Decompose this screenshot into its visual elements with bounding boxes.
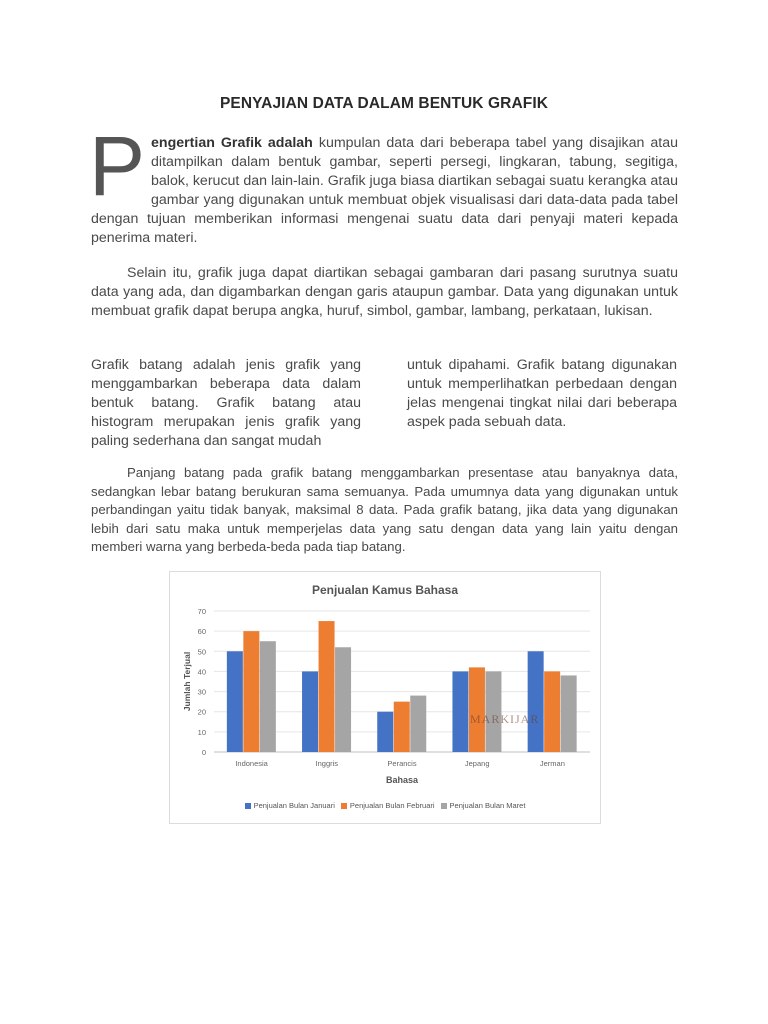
y-axis-label: Jumlah Terjual	[182, 651, 192, 712]
bar	[302, 671, 318, 752]
bar	[410, 696, 426, 752]
legend-swatch	[341, 803, 347, 809]
y-tick-label: 10	[197, 727, 206, 737]
bar	[243, 631, 259, 752]
column-left-text: Grafik batang adalah jenis grafik yang menggambarkan beberapa data dalam bentuk batang. Grafik batang atau histogram merupakan jenis grafik yang paling sederhana dan sangat mudah	[91, 357, 361, 449]
x-tick-label: Jerman	[539, 759, 565, 768]
bar	[377, 712, 393, 752]
paragraph-lead: engertian Grafik adalah	[151, 135, 313, 151]
x-tick-label: Inggris	[315, 759, 339, 768]
bar	[319, 621, 335, 752]
y-tick-label: 60	[197, 627, 206, 637]
paragraph-bar-length: Panjang batang pada grafik batang menggambarkan presentase atau banyaknya data, sedangkan lebar batang berukuran sama semuanya. Pada umumnya data yang digunakan untuk perbandingan yaitu tidak banyak, maksimal 8 data. Pada grafik batang, jika data yang digunakan lebih dari satu maka untuk memperjelas data yang satu dengan data yang lain yaitu dengan memberi warna yang berbeda-beda pada tiap batang.	[91, 465, 678, 554]
legend-label: Penjualan Bulan Januari	[253, 801, 335, 810]
legend-item	[245, 801, 335, 810]
y-tick-label: 70	[197, 607, 206, 616]
paragraph-body: kumpulan data dari beberapa tabel yang disajikan atau ditampilkan dalam bentuk gambar, seperti persegi, lingkaran, tabung, segitiga, balok, kerucut dan lain-lain. Grafik juga biasa diartikan sebagai suatu kerangka atau gambar yang digunakan untuk membuat objek visualisasi dari data-data pada tabel dengan tujuan memberikan informasi mengenai suatu data dari penyaji materi kepada penerima materi.	[91, 135, 678, 246]
chart-legend	[170, 801, 600, 810]
legend-item	[341, 801, 435, 810]
drop-cap: P	[89, 119, 146, 213]
y-tick-label: 30	[197, 687, 206, 697]
y-tick-label: 20	[197, 707, 206, 717]
bar	[335, 647, 351, 752]
bar	[394, 702, 410, 752]
bar	[528, 651, 544, 752]
legend-item	[441, 801, 526, 810]
x-axis-label: Bahasa	[385, 775, 419, 785]
page-title: PENYAJIAN DATA DALAM BENTUK GRAFIK	[219, 95, 549, 112]
paragraph-explanation: Selain itu, grafik juga dapat diartikan sebagai gambaran dari pasang surutnya suatu data yang ada, dan digambarkan dengan garis ataupun gambar. Data yang digunakan untuk membuat grafik dapat berupa angka, huruf, simbol, gambar, lambang, perkataan, lukisan.	[91, 265, 678, 319]
bar	[260, 641, 276, 752]
bar	[227, 651, 243, 752]
bar	[452, 671, 468, 752]
legend-label: Penjualan Bulan Februari	[349, 801, 435, 810]
y-tick-label: 50	[197, 647, 206, 657]
legend-label: Penjualan Bulan Maret	[449, 801, 526, 810]
watermark-logo: MARKIJAR	[470, 712, 540, 726]
bar-chart	[169, 571, 601, 824]
x-tick-label: Indonesia	[235, 759, 268, 768]
bar	[561, 675, 577, 752]
paragraph-definition	[89, 119, 678, 248]
bar	[469, 667, 485, 752]
column-right-text: untuk dipahami. Grafik batang digunakan untuk memperlihatkan perbedaan dengan jelas mengenai tingkat nilai dari beberapa aspek pada sebuah data.	[407, 357, 677, 430]
x-tick-label: Perancis	[387, 759, 417, 768]
y-tick-label: 40	[197, 667, 206, 677]
x-tick-label: Jepang	[464, 759, 490, 768]
legend-swatch	[441, 803, 447, 809]
chart-title: Penjualan Kamus Bahasa	[311, 583, 459, 597]
bar	[544, 671, 560, 752]
legend-swatch	[245, 803, 251, 809]
y-tick-label: 0	[201, 748, 206, 757]
chart-canvas	[170, 572, 600, 823]
